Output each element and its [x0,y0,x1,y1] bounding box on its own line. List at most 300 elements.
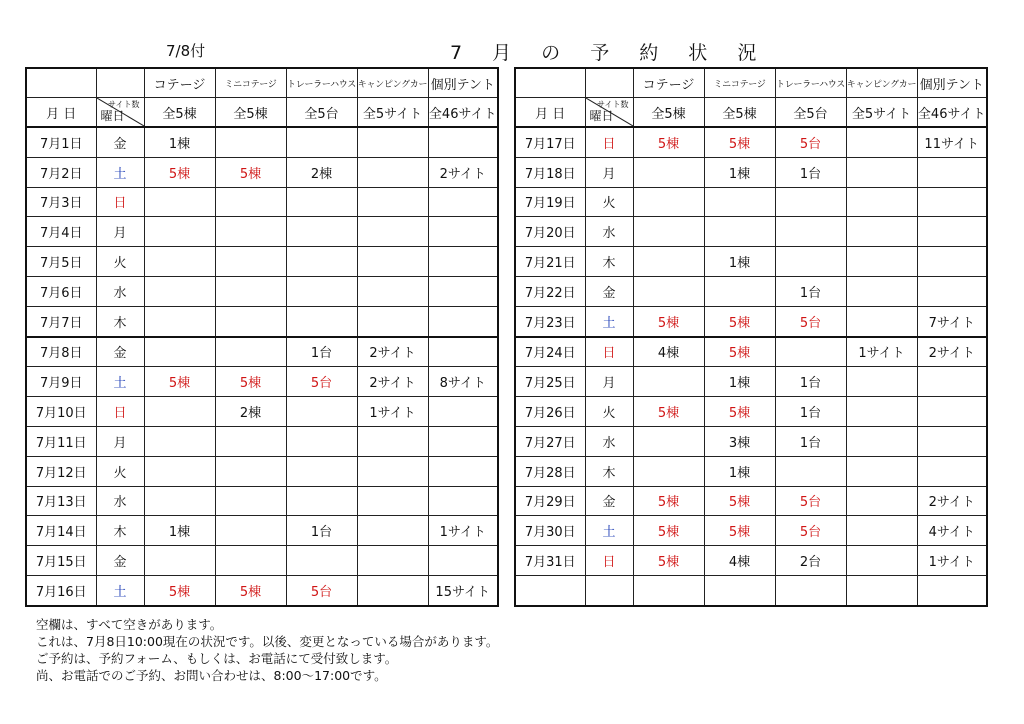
category-header: トレーラーハウス [286,68,357,98]
availability-cell [144,276,215,306]
youbi-cell: 日 [585,337,633,367]
availability-cell: 5棟 [704,127,775,157]
notes [36,616,498,684]
table-row [26,516,498,546]
table-row [515,486,987,516]
availability-cell: 1棟 [704,456,775,486]
availability-cell [357,187,428,217]
reservation-table-left [25,67,499,607]
date-cell: 7月2日 [26,157,96,187]
corner-cell [515,68,585,98]
note-line: これは、7月8日10:00現在の状況です。以後、変更となっている場合があります。 [36,634,499,649]
table-row [26,337,498,367]
availability-cell [775,337,846,367]
availability-cell [286,426,357,456]
date-cell: 7月15日 [26,546,96,576]
date-cell: 7月24日 [515,337,585,367]
availability-cell [917,456,987,486]
availability-cell [144,546,215,576]
table-row [515,276,987,306]
category-header: 個別テント [428,68,498,98]
availability-cell: 15サイト [428,575,498,605]
availability-cell: 1台 [286,337,357,367]
table-row [26,575,498,605]
date-column-header: 月 日 [515,98,585,128]
availability-cell: 1棟 [144,127,215,157]
availability-cell [215,217,286,247]
availability-cell: 1棟 [704,247,775,277]
youbi-cell: 土 [96,157,144,187]
availability-cell [633,426,704,456]
availability-cell [846,367,917,397]
availability-cell [144,247,215,277]
availability-cell [357,157,428,187]
table-row [515,306,987,336]
capacity-header: 全5サイト [846,98,917,128]
youbi-cell: 金 [585,486,633,516]
document-date: 7/8付 [166,42,206,60]
availability-cell [428,397,498,427]
youbi-cell: 月 [96,426,144,456]
availability-cell [215,187,286,217]
table-row [515,187,987,217]
capacity-label: サイト数 [108,100,140,109]
category-header: コテージ [144,68,215,98]
table-row [26,247,498,277]
availability-cell: 2サイト [917,486,987,516]
availability-cell [633,276,704,306]
youbi-cell: 土 [96,367,144,397]
availability-cell: 1棟 [704,367,775,397]
date-cell: 7月10日 [26,397,96,427]
availability-cell [144,397,215,427]
note-line: 尚、お電話でのご予約、お問い合わせは、8:00〜17:00です。 [36,668,387,683]
table-row [515,456,987,486]
availability-cell [846,397,917,427]
youbi-cell: 金 [96,127,144,157]
availability-cell [633,247,704,277]
availability-cell [428,276,498,306]
availability-cell [215,337,286,367]
availability-cell [633,367,704,397]
date-cell: 7月14日 [26,516,96,546]
availability-cell [286,456,357,486]
table-row [515,397,987,427]
category-header: キャンピングカー [357,68,428,98]
table-row [515,426,987,456]
corner-cell [96,68,144,98]
availability-cell [428,247,498,277]
availability-cell: 1台 [775,397,846,427]
availability-cell: 5棟 [704,397,775,427]
availability-cell [633,187,704,217]
availability-cell [633,456,704,486]
capacity-header: 全5台 [286,98,357,128]
date-cell: 7月27日 [515,426,585,456]
date-cell: 7月13日 [26,486,96,516]
availability-cell [846,516,917,546]
availability-cell: 5棟 [144,157,215,187]
date-cell: 7月26日 [515,397,585,427]
date-cell: 7月22日 [515,276,585,306]
availability-cell [357,127,428,157]
corner-cell [585,68,633,98]
availability-cell [144,217,215,247]
youbi-cell [585,575,633,605]
availability-cell: 5台 [286,367,357,397]
availability-cell [215,426,286,456]
date-cell: 7月9日 [26,367,96,397]
availability-cell [704,575,775,605]
youbi-cell: 金 [96,337,144,367]
availability-cell [704,217,775,247]
table-row [515,157,987,187]
availability-cell [428,306,498,336]
youbi-cell: 木 [585,456,633,486]
availability-cell: 1サイト [428,516,498,546]
youbi-label: 曜日 [589,109,614,123]
availability-cell: 1台 [775,157,846,187]
availability-cell [357,546,428,576]
availability-cell [144,337,215,367]
date-cell: 7月1日 [26,127,96,157]
availability-cell [428,127,498,157]
category-header: 個別テント [917,68,987,98]
youbi-cell: 日 [96,187,144,217]
availability-cell: 5台 [775,516,846,546]
youbi-column-header [96,98,144,128]
youbi-cell: 土 [585,306,633,336]
availability-cell: 8サイト [428,367,498,397]
availability-cell: 3棟 [704,426,775,456]
youbi-cell: 日 [585,546,633,576]
availability-cell: 1台 [775,367,846,397]
availability-cell: 5台 [775,486,846,516]
availability-cell [428,486,498,516]
table-row [26,367,498,397]
youbi-cell: 火 [96,456,144,486]
availability-cell: 2サイト [357,337,428,367]
table-row [515,516,987,546]
availability-cell: 5棟 [633,486,704,516]
youbi-cell: 土 [96,575,144,605]
header-row-categories [515,68,987,98]
availability-cell: 5棟 [144,575,215,605]
availability-cell [917,426,987,456]
table-row [515,247,987,277]
note-line: 空欄は、すべて空きがあります。 [36,617,223,632]
date-cell: 7月21日 [515,247,585,277]
youbi-cell: 木 [96,306,144,336]
youbi-cell: 土 [585,516,633,546]
availability-cell [144,187,215,217]
availability-cell: 1台 [775,276,846,306]
table-row [26,397,498,427]
table-row [26,456,498,486]
table-row [26,306,498,336]
date-cell: 7月23日 [515,306,585,336]
availability-cell: 5棟 [633,306,704,336]
table-row [515,367,987,397]
availability-cell: 4棟 [704,546,775,576]
youbi-cell: 月 [96,217,144,247]
availability-cell [428,546,498,576]
availability-cell [357,575,428,605]
availability-cell [633,217,704,247]
youbi-cell: 金 [585,276,633,306]
availability-cell: 5台 [775,127,846,157]
youbi-cell: 金 [96,546,144,576]
availability-cell: 1台 [775,426,846,456]
table-row [515,217,987,247]
youbi-cell: 水 [96,486,144,516]
availability-cell [846,456,917,486]
youbi-cell: 火 [585,187,633,217]
availability-cell [775,575,846,605]
availability-cell [357,217,428,247]
availability-cell [846,127,917,157]
availability-cell [775,187,846,217]
youbi-cell: 火 [585,397,633,427]
availability-cell: 1台 [286,516,357,546]
capacity-header: 全5棟 [215,98,286,128]
availability-cell [775,247,846,277]
youbi-cell: 水 [585,426,633,456]
date-cell: 7月30日 [515,516,585,546]
header-row-categories [26,68,498,98]
youbi-label: 曜日 [100,109,125,123]
availability-cell [357,276,428,306]
availability-cell [286,486,357,516]
table-row [515,127,987,157]
capacity-header: 全5棟 [144,98,215,128]
date-cell: 7月31日 [515,546,585,576]
availability-cell: 5台 [286,575,357,605]
date-cell: 7月8日 [26,337,96,367]
availability-cell: 11サイト [917,127,987,157]
youbi-cell: 月 [585,157,633,187]
availability-cell [846,276,917,306]
category-header: ミニコテージ [215,68,286,98]
availability-cell [144,306,215,336]
date-cell: 7月17日 [515,127,585,157]
availability-cell: 2サイト [917,337,987,367]
header-row-totals [26,98,498,128]
category-header: トレーラーハウス [775,68,846,98]
availability-cell [704,187,775,217]
availability-cell: 5棟 [633,127,704,157]
availability-cell: 5棟 [144,367,215,397]
availability-cell: 5棟 [633,397,704,427]
availability-cell [846,575,917,605]
availability-cell [428,456,498,486]
availability-cell [704,276,775,306]
availability-cell [633,157,704,187]
availability-cell [144,426,215,456]
availability-cell [775,456,846,486]
availability-cell [917,575,987,605]
availability-cell [357,247,428,277]
availability-cell [215,306,286,336]
availability-cell [144,456,215,486]
date-cell: 7月3日 [26,187,96,217]
availability-cell: 5棟 [704,516,775,546]
youbi-cell: 日 [96,397,144,427]
header-row-totals [515,98,987,128]
availability-cell [428,217,498,247]
youbi-cell: 木 [585,247,633,277]
availability-cell [846,247,917,277]
table-row [26,217,498,247]
availability-cell: 5棟 [215,367,286,397]
availability-cell [215,456,286,486]
availability-cell [428,187,498,217]
date-cell: 7月12日 [26,456,96,486]
availability-cell: 1棟 [144,516,215,546]
page-title: 7 月 の 予 約 状 況 [450,42,769,64]
youbi-column-header [585,98,633,128]
date-cell: 7月28日 [515,456,585,486]
table-row [26,276,498,306]
availability-cell [215,276,286,306]
availability-cell [286,306,357,336]
table-body-right [515,68,987,606]
availability-cell: 5棟 [704,337,775,367]
availability-cell: 5棟 [704,486,775,516]
availability-cell [775,217,846,247]
youbi-cell: 水 [96,276,144,306]
availability-cell [917,187,987,217]
date-cell: 7月6日 [26,276,96,306]
availability-cell: 5棟 [215,157,286,187]
availability-cell [357,456,428,486]
availability-cell: 5棟 [633,516,704,546]
availability-cell [846,217,917,247]
availability-cell: 2棟 [215,397,286,427]
table-body-left [26,68,498,606]
date-cell: 7月20日 [515,217,585,247]
availability-cell: 4棟 [633,337,704,367]
date-cell [515,575,585,605]
availability-cell [846,157,917,187]
availability-cell [917,157,987,187]
table-row [26,127,498,157]
capacity-header: 全5棟 [633,98,704,128]
capacity-header: 全5台 [775,98,846,128]
table-row [26,426,498,456]
availability-cell [846,546,917,576]
corner-cell [26,68,96,98]
availability-cell [846,306,917,336]
availability-cell [286,217,357,247]
availability-cell: 4サイト [917,516,987,546]
table-row [26,187,498,217]
availability-cell: 5台 [775,306,846,336]
availability-cell [917,367,987,397]
availability-cell [357,306,428,336]
availability-cell [917,276,987,306]
availability-cell [215,486,286,516]
availability-cell [286,247,357,277]
date-cell: 7月16日 [26,575,96,605]
youbi-cell: 月 [585,367,633,397]
availability-cell [846,426,917,456]
date-cell: 7月5日 [26,247,96,277]
date-cell: 7月19日 [515,187,585,217]
availability-cell: 5棟 [215,575,286,605]
youbi-cell: 水 [585,217,633,247]
availability-cell: 2サイト [357,367,428,397]
note-line: ご予約は、予約フォーム、もしくは、お電話にて受付致します。 [36,651,398,666]
table-row [515,575,987,605]
availability-cell [144,486,215,516]
availability-cell: 1サイト [846,337,917,367]
table-row [26,157,498,187]
capacity-header: 全46サイト [428,98,498,128]
availability-cell [633,575,704,605]
availability-cell [428,426,498,456]
availability-cell: 1サイト [917,546,987,576]
category-header: キャンピングカー [846,68,917,98]
availability-cell: 5棟 [633,546,704,576]
youbi-cell: 日 [585,127,633,157]
capacity-label: サイト数 [597,100,629,109]
availability-cell [917,397,987,427]
availability-cell [215,127,286,157]
category-header: コテージ [633,68,704,98]
availability-cell: 1サイト [357,397,428,427]
availability-cell [917,247,987,277]
table-row [26,486,498,516]
youbi-cell: 火 [96,247,144,277]
capacity-header: 全5棟 [704,98,775,128]
availability-cell: 2台 [775,546,846,576]
availability-cell [286,276,357,306]
availability-cell [215,516,286,546]
availability-cell [215,546,286,576]
availability-cell [846,486,917,516]
table-row [26,546,498,576]
availability-cell: 7サイト [917,306,987,336]
availability-cell [286,546,357,576]
availability-cell: 5棟 [704,306,775,336]
availability-cell: 2棟 [286,157,357,187]
category-header: ミニコテージ [704,68,775,98]
availability-cell [357,486,428,516]
reservation-table-right [514,67,988,607]
availability-cell [846,187,917,217]
availability-cell: 1棟 [704,157,775,187]
date-cell: 7月7日 [26,306,96,336]
date-cell: 7月29日 [515,486,585,516]
date-column-header: 月 日 [26,98,96,128]
date-cell: 7月11日 [26,426,96,456]
youbi-cell: 木 [96,516,144,546]
availability-cell [357,516,428,546]
date-cell: 7月18日 [515,157,585,187]
capacity-header: 全5サイト [357,98,428,128]
availability-cell [286,187,357,217]
date-cell: 7月4日 [26,217,96,247]
availability-cell [917,217,987,247]
date-cell: 7月25日 [515,367,585,397]
table-row [515,546,987,576]
availability-cell [215,247,286,277]
availability-cell: 2サイト [428,157,498,187]
availability-cell [286,397,357,427]
table-row [515,337,987,367]
availability-cell [428,337,498,367]
